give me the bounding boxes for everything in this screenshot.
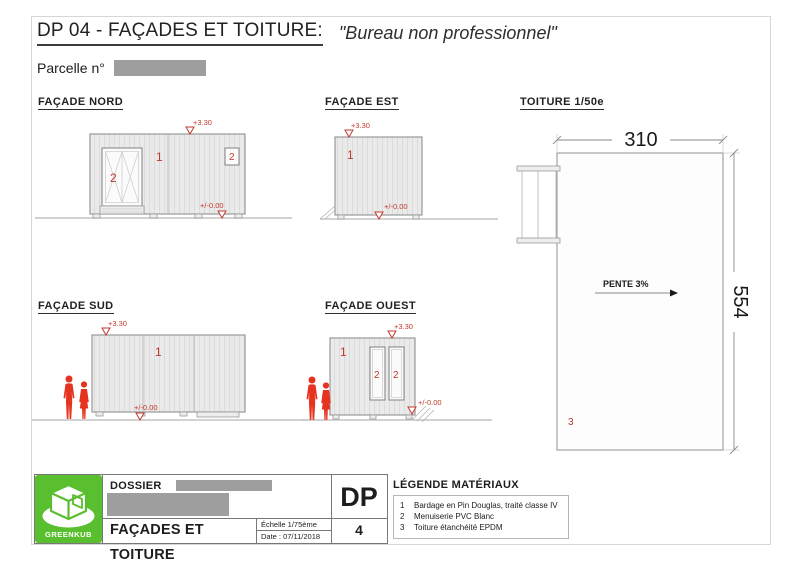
dim-depth: 554: [729, 285, 751, 319]
page-title: DP 04 - FAÇADES ET TOITURE:: [37, 20, 323, 46]
roof-plan-drawing: [512, 112, 790, 462]
level-marker-ground: [134, 403, 158, 420]
section-label-facade-ouest: FAÇADE OUEST: [325, 300, 416, 312]
dossier-label: DOSSIER: [110, 480, 162, 492]
redacted-parcel-number: [114, 60, 206, 76]
entrance-door: [100, 148, 144, 214]
tag-wall: 1: [155, 345, 162, 359]
level-marker-top: [186, 118, 212, 134]
section-label-toiture: TOITURE 1/50e: [520, 96, 604, 108]
legend-title: LÉGENDE MATÉRIAUX: [393, 479, 519, 491]
brand-name: GREENKUB: [45, 530, 92, 539]
page-subtitle: "Bureau non professionnel": [338, 23, 557, 43]
tag-roof: 3: [568, 417, 574, 428]
svg-text:+/-0.00: +/-0.00: [134, 403, 158, 412]
roof-outline: [557, 153, 723, 450]
dim-width: 310: [624, 129, 658, 151]
tag-wall: 1: [347, 148, 354, 162]
legend-item-text: Toiture étanchéité EPDM: [414, 523, 503, 532]
facade-sud-drawing: [30, 312, 315, 427]
level-marker-ground: [200, 201, 226, 218]
section-label-facade-nord: FAÇADE NORD: [38, 96, 124, 108]
level-marker-top: [388, 322, 413, 338]
brand-logo: [35, 475, 102, 543]
building-wall: [92, 335, 245, 412]
legend-item-num: 1: [400, 501, 405, 510]
greenkub-cube-icon: [35, 475, 102, 543]
legend-box: [393, 495, 569, 539]
section-label-facade-sud: FAÇADE SUD: [38, 300, 114, 312]
legend-item: [400, 500, 562, 511]
people-silhouettes: [307, 377, 331, 421]
depth-dimension: [723, 149, 751, 454]
facade-ouest-drawing: [300, 312, 500, 427]
legend-item-num: 3: [400, 523, 405, 532]
tag-wall: 1: [340, 345, 347, 359]
date-value: Date : 07/11/2018: [261, 532, 321, 541]
facade-nord-drawing: [30, 108, 300, 226]
tag-window-2: 2: [393, 370, 399, 381]
legend-item-num: 2: [400, 512, 405, 521]
parcel-label: Parcelle n°: [37, 60, 105, 76]
doc-type: DP: [340, 482, 378, 512]
foundation-feet: [333, 415, 412, 419]
svg-text:+/-0.00: +/-0.00: [384, 202, 408, 211]
section-label-facade-est: FAÇADE EST: [325, 96, 399, 108]
legend-item: [400, 511, 562, 522]
sheet-title: FAÇADES ET TOITURE: [110, 522, 204, 563]
deck-detail: [517, 166, 560, 243]
svg-text:+3.30: +3.30: [193, 118, 212, 127]
width-dimension: [553, 129, 727, 153]
legend-item: [400, 522, 562, 533]
svg-text:+/-0.00: +/-0.00: [200, 201, 224, 210]
svg-text:+3.30: +3.30: [351, 121, 370, 130]
redacted-dossier-ref: [176, 480, 272, 491]
tag-door: 2: [110, 171, 117, 185]
access-ramp: [320, 206, 335, 219]
svg-text:+3.30: +3.30: [108, 319, 127, 328]
materials-legend: [393, 479, 573, 539]
svg-text:+/-0.00: +/-0.00: [418, 398, 442, 407]
svg-text:+3.30: +3.30: [394, 322, 413, 331]
level-marker-top: [102, 319, 127, 335]
scale-value: Échelle 1/75ème: [261, 520, 317, 529]
people-silhouettes: [64, 376, 89, 420]
slope-label: PENTE 3%: [603, 279, 649, 289]
title-block: [34, 474, 388, 563]
legend-item-text: Bardage en Pin Douglas, traité classe IV: [414, 501, 558, 510]
header: [37, 20, 557, 46]
tag-window-1: 2: [374, 370, 380, 381]
legend-item-text: Menuiserie PVC Blanc: [414, 512, 495, 521]
doc-number: 4: [355, 522, 363, 538]
parcel-row: [37, 60, 206, 76]
facade-est-drawing: [318, 108, 503, 226]
level-marker-top: [345, 121, 370, 137]
tag-wall: 1: [156, 150, 163, 164]
redacted-dossier-address: [107, 493, 229, 516]
tag-window: 2: [229, 152, 235, 163]
foundation-feet: [96, 412, 239, 417]
